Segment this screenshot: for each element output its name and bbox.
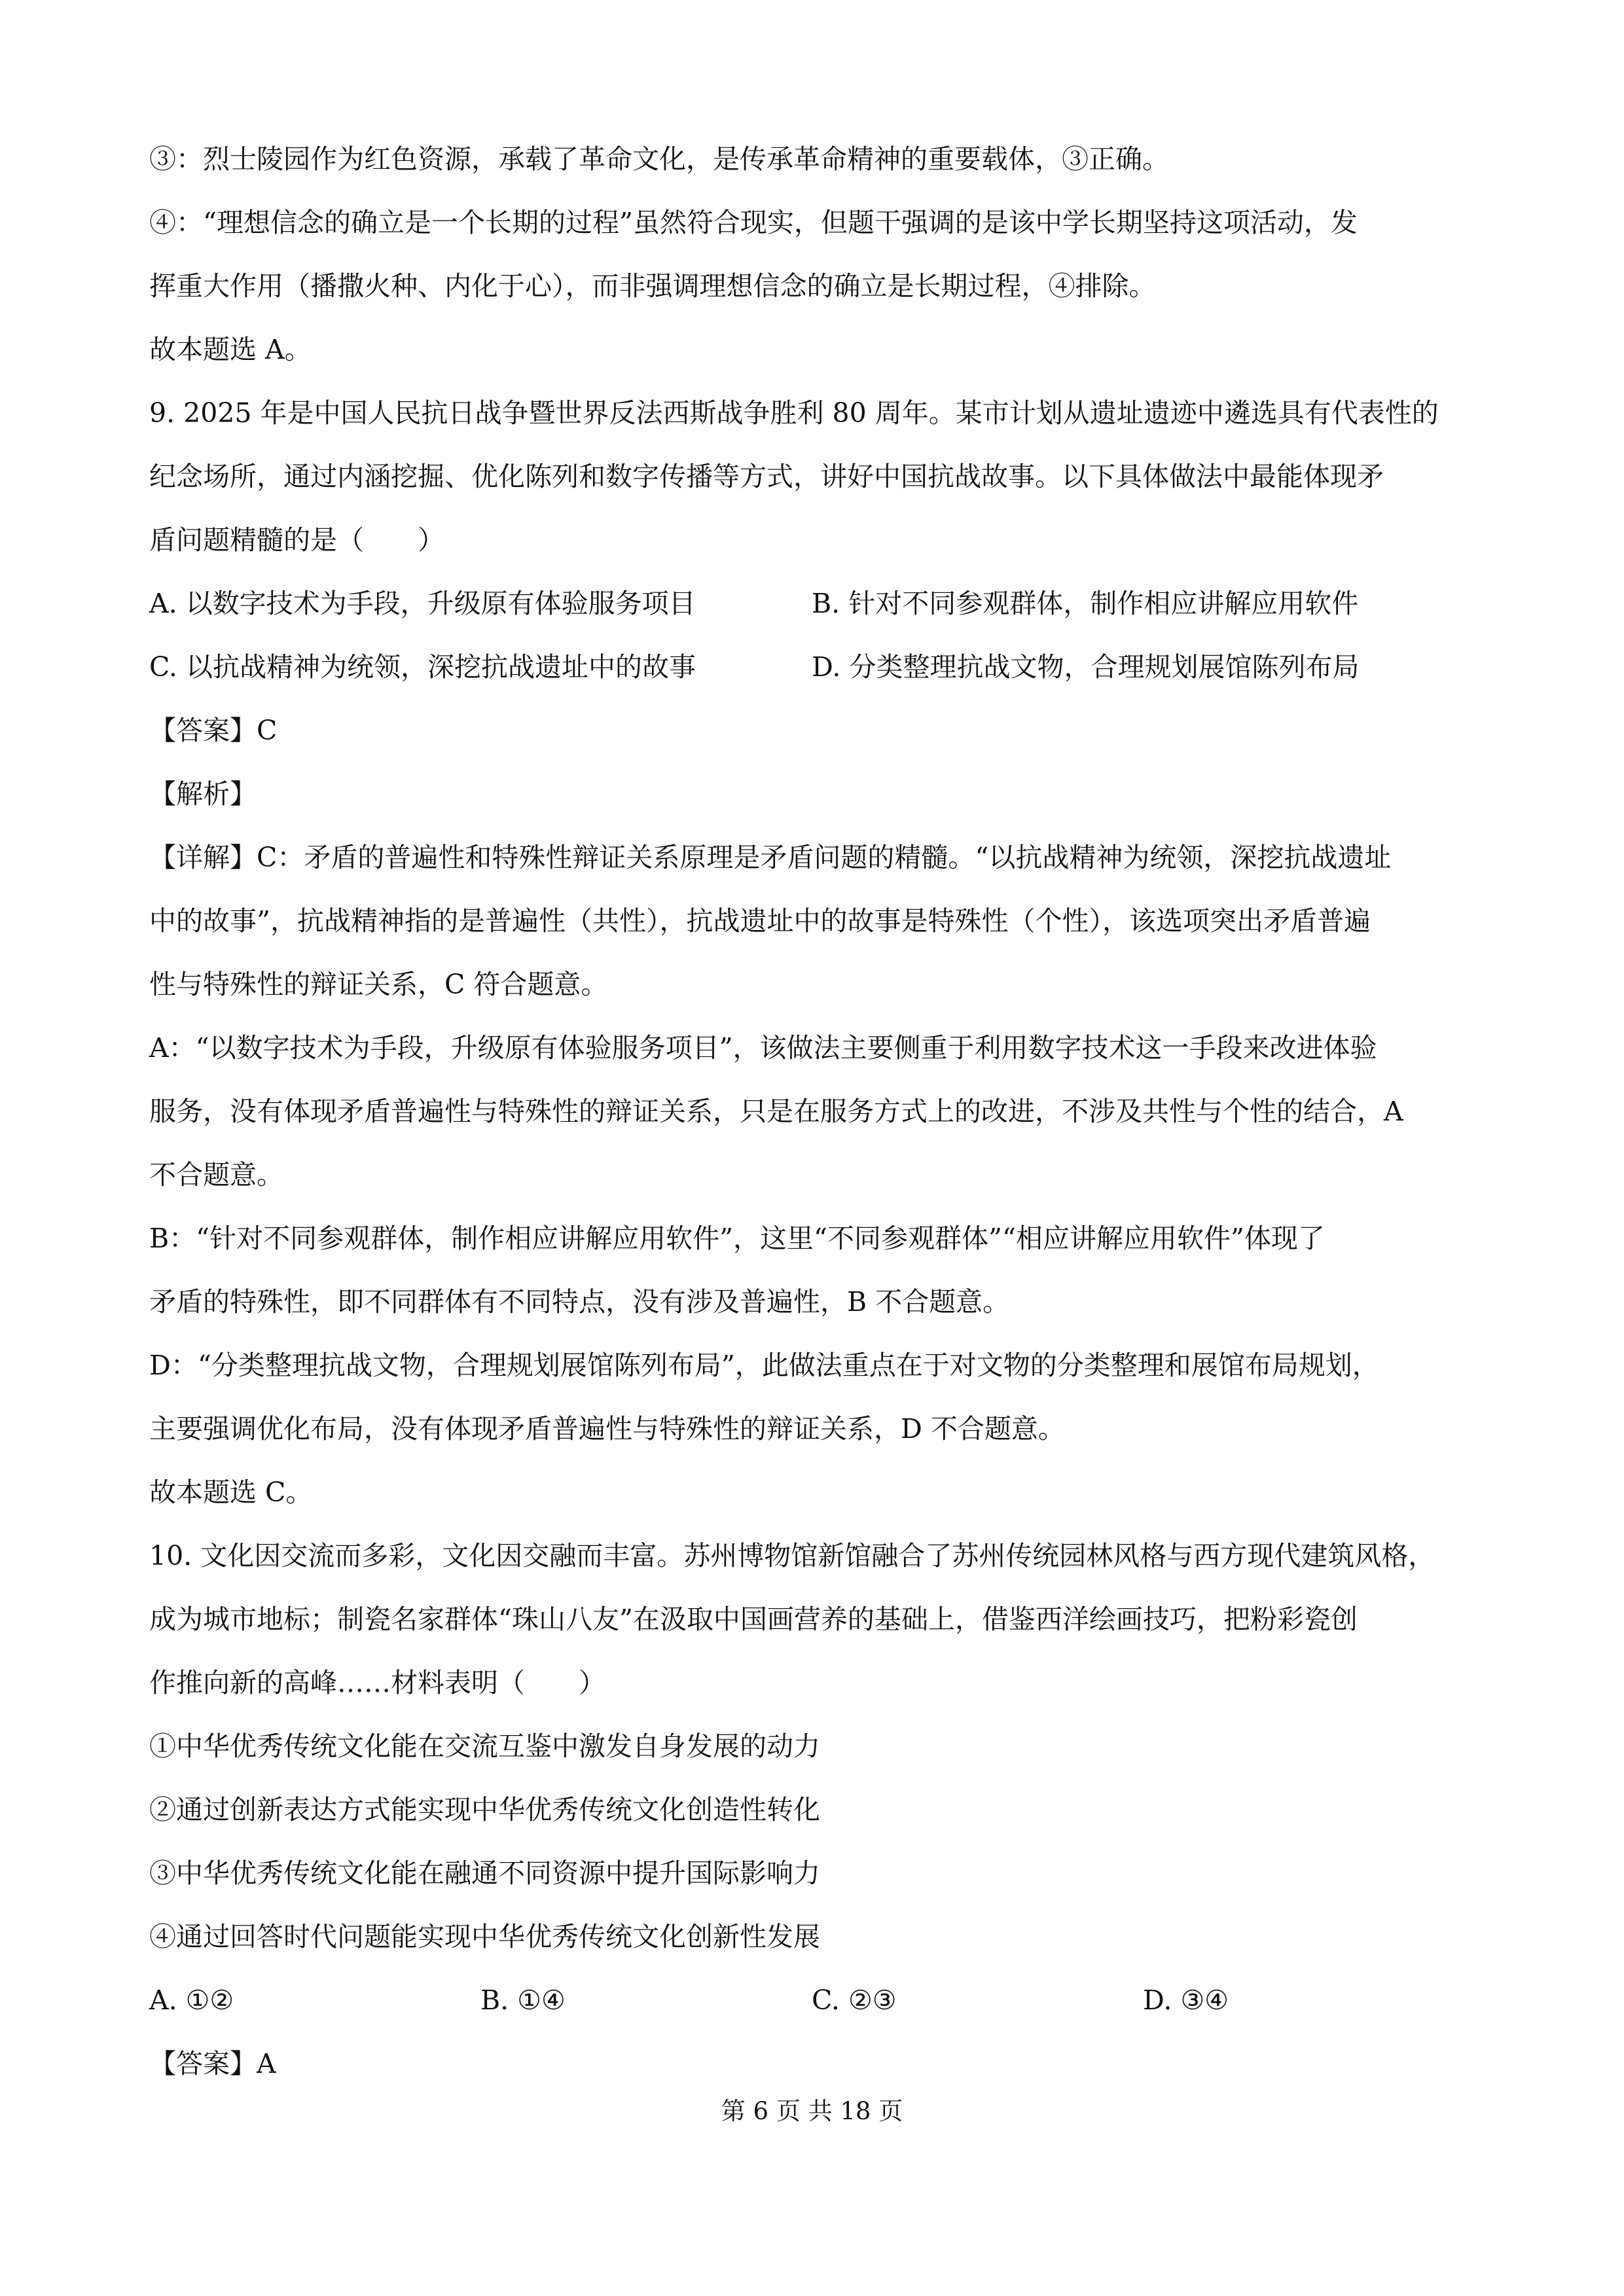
q10-option-c: C. ②③: [812, 1984, 897, 2016]
question-10-stem: 成为城市地标；制瓷名家群体“珠山八友”在汲取中国画营养的基础上，借鉴西洋绘画技巧，把粉彩瓷创: [149, 1604, 1358, 1635]
text-line: 服务，没有体现矛盾普遍性与特殊性的辩证关系，只是在服务方式上的改进，不涉及共性与个性的结合，A: [149, 1096, 1403, 1127]
question-9-stem: 纪念场所，通过内涵挖掘、优化陈列和数字传播等方式，讲好中国抗战故事。以下具体做法中最能体现矛: [149, 461, 1384, 492]
text-line: 【详解】C：矛盾的普遍性和特殊性辩证关系原理是矛盾问题的精髓。“以抗战精神为统领，深挖抗战遗址: [149, 842, 1392, 873]
q10-option-b: B. ①④: [480, 1984, 566, 2016]
page-footer: 第 6 页 共 18 页: [721, 2097, 903, 2125]
text-line: 不合题意。: [149, 1159, 283, 1191]
q9-option-a: A. 以数字技术为手段，升级原有体验服务项目: [149, 588, 696, 619]
q9-option-d: D. 分类整理抗战文物，合理规划展馆陈列布局: [812, 651, 1360, 683]
statement-item: ①中华优秀传统文化能在交流互鉴中激发自身发展的动力: [149, 1731, 820, 1762]
text-line: 挥重大作用（播撒火种、内化于心），而非强调理想信念的确立是长期过程，④排除。: [149, 270, 1156, 302]
q9-options-row-2: [149, 636, 1482, 699]
question-10-stem: 作推向新的高峰……材料表明（ ）: [149, 1667, 605, 1698]
question-10-stem: 10. 文化因交流而多彩，文化因交融而丰富。苏州博物馆新馆融合了苏州传统园林风格与西方现代建筑风格，: [149, 1540, 1435, 1571]
text-line: 主要强调优化布局，没有体现矛盾普遍性与特殊性的辩证关系，D 不合题意。: [149, 1413, 1065, 1444]
answer-label: 【答案】A: [149, 2048, 276, 2079]
text-line: D：“分类整理抗战文物，合理规划展馆陈列布局”，此做法重点在于对文物的分类整理和展馆布局规划，: [149, 1350, 1379, 1381]
q10-options-row: [149, 1969, 1482, 2032]
text-line: 中的故事”，抗战精神指的是普遍性（共性），抗战遗址中的故事是特殊性（个性），该选项突出矛盾普遍: [149, 905, 1371, 937]
text-line: 矛盾的特殊性，即不同群体有不同特点，没有涉及普遍性，B 不合题意。: [149, 1286, 1010, 1318]
text-line: 故本题选 A。: [149, 334, 312, 365]
q10-option-d: D. ③④: [1143, 1984, 1229, 2016]
question-9-stem: 9. 2025 年是中国人民抗日战争暨世界反法西斯战争胜利 80 周年。某市计划从遗址遗迹中遴选具有代表性的: [149, 397, 1439, 429]
text-line: ④：“理想信念的确立是一个长期的过程”虽然符合现实，但题干强调的是该中学长期坚持这项活动，发: [149, 207, 1358, 238]
statement-item: ②通过创新表达方式能实现中华优秀传统文化创造性转化: [149, 1794, 820, 1825]
statement-item: ③中华优秀传统文化能在融通不同资源中提升国际影响力: [149, 1857, 820, 1889]
page-content: [149, 128, 1482, 2096]
question-9-stem: 盾问题精髓的是（ ）: [149, 524, 444, 556]
text-line: ③：烈士陵园作为红色资源，承载了革命文化，是传承革命精神的重要载体，③正确。: [149, 143, 1169, 175]
analysis-label: 【解析】: [149, 778, 257, 810]
text-line: A：“以数字技术为手段，升级原有体验服务项目”，该做法主要侧重于利用数字技术这一手段来改进体验: [149, 1032, 1377, 1064]
q9-option-b: B. 针对不同参观群体，制作相应讲解应用软件: [812, 588, 1359, 619]
q9-options-row-1: [149, 572, 1482, 636]
q10-option-a: A. ①②: [149, 1984, 234, 2016]
statement-item: ④通过回答时代问题能实现中华优秀传统文化创新性发展: [149, 1921, 820, 1952]
text-line: 性与特殊性的辩证关系，C 符合题意。: [149, 969, 608, 1000]
answer-label: 【答案】C: [149, 715, 278, 746]
q9-option-c: C. 以抗战精神为统领，深挖抗战遗址中的故事: [149, 651, 696, 683]
text-line: B：“针对不同参观群体，制作相应讲解应用软件”，这里“不同参观群体”“相应讲解应用软件”体现了: [149, 1223, 1325, 1254]
text-line: 故本题选 C。: [149, 1477, 313, 1508]
